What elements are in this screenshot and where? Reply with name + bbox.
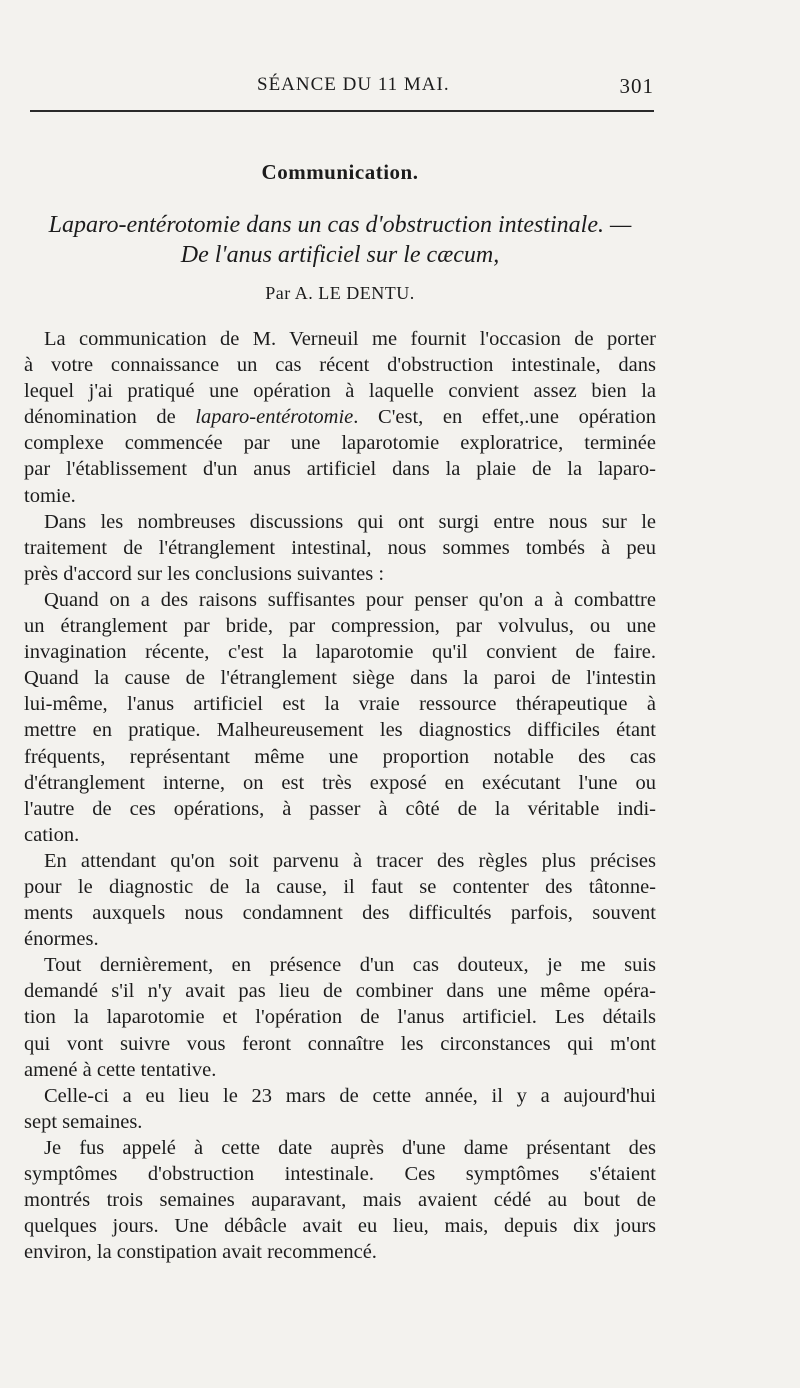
- text-line: fréquents, représentant même une proportion notable des cas: [24, 745, 656, 768]
- text-line: montrés trois semaines auparavant, mais avaient cédé au bout de: [24, 1189, 656, 1212]
- text-line: par l'établissement d'un anus artificiel dans la plaie de la laparo-: [24, 458, 656, 481]
- text-line: qui vont suivre vous feront connaître les circonstances qui m'ont: [24, 1032, 656, 1055]
- header-rule: [30, 110, 654, 112]
- paragraph: [24, 848, 656, 952]
- running-head-title: SÉANCE DU 11 MAI.: [257, 74, 450, 95]
- text-line: ments auxquels nous condamnent des difficultés parfois, souvent: [24, 902, 656, 925]
- text-line: tion la laparotomie et l'opération de l'anus artificiel. Les détails: [24, 1006, 656, 1029]
- article-title: [24, 210, 656, 270]
- article-title-line-1: Laparo-entérotomie dans un cas d'obstruction intestinale. —: [48, 212, 632, 238]
- text-run: dénomination de: [24, 406, 196, 429]
- text-line: Celle-ci a eu lieu le 23 mars de cette année, il y a aujourd'hui: [44, 1084, 656, 1107]
- article-title-line-2: De l'anus artificiel sur le cæcum,: [180, 242, 500, 268]
- text-line: tomie.: [24, 484, 76, 507]
- text-line: Quand on a des raisons suffisantes pour penser qu'on a à combattre: [44, 588, 656, 611]
- paragraph: [24, 1083, 656, 1135]
- text-line: environ, la constipation avait recommencé.: [24, 1241, 377, 1264]
- section-heading: Communication.: [261, 160, 419, 184]
- text-line: complexe commencée par une laparotomie exploratrice, terminée: [24, 432, 656, 455]
- text-line: En attendant qu'on soit parvenu à tracer des règles plus précises: [44, 849, 656, 872]
- text-line: demandé s'il n'y avait pas lieu de combiner dans une même opéra-: [24, 980, 656, 1003]
- text-line: l'autre de ces opérations, à passer à côté de la véritable indi-: [24, 797, 656, 820]
- text-line: Tout dernièrement, en présence d'un cas douteux, je me suis: [44, 954, 656, 977]
- text-line: Quand la cause de l'étranglement siège dans la paroi de l'intestin: [24, 667, 656, 690]
- text-line: mettre en pratique. Malheureusement les diagnostics difficiles étant: [24, 719, 656, 742]
- paragraph: [24, 509, 656, 587]
- text-line: quelques jours. Une débâcle avait eu lieu, mais, depuis dix jours: [24, 1215, 656, 1238]
- paragraph: [24, 326, 656, 509]
- article-author: Par A. LE DENTU.: [265, 283, 415, 303]
- text-line: [24, 404, 656, 430]
- text-line: énormes.: [24, 928, 99, 951]
- text-line: d'étranglement interne, on est très exposé en exécutant l'une ou: [24, 771, 656, 794]
- text-line: Dans les nombreuses discussions qui ont surgi entre nous sur le: [44, 510, 656, 533]
- paragraph: [24, 1135, 656, 1265]
- text-line: près d'accord sur les conclusions suivantes :: [24, 562, 385, 585]
- text-line: à votre connaissance un cas récent d'obstruction intestinale, dans: [24, 354, 656, 377]
- text-line: cation.: [24, 823, 80, 846]
- italic-term: laparo-entérotomie: [195, 406, 354, 429]
- text-line: un étranglement par bride, par compression, par volvulus, ou une: [24, 615, 656, 638]
- body-text: [24, 326, 656, 1265]
- text-line: sept semaines.: [24, 1110, 143, 1133]
- text-line: pour le diagnostic de la cause, il faut se contenter des tâtonne-: [24, 875, 656, 898]
- text-line: Je fus appelé à cette date auprès d'une dame présentant des: [44, 1136, 656, 1159]
- text-line: lui-même, l'anus artificiel est la vraie ressource thérapeutique à: [24, 693, 656, 716]
- text-line: symptômes d'obstruction intestinale. Ces symptômes s'étaient: [24, 1163, 656, 1185]
- running-head: [24, 74, 654, 100]
- page-number: 301: [619, 74, 654, 98]
- text-line: La communication de M. Verneuil me fournit l'occasion de porter: [44, 328, 656, 350]
- text-line: invagination récente, c'est la laparotomie qu'il convient de faire.: [24, 641, 656, 664]
- text-run: . C'est, en effet,.une opération: [353, 406, 656, 429]
- paragraph: [24, 952, 656, 1082]
- text-line: amené à cette tentative.: [24, 1058, 217, 1081]
- paragraph: [24, 587, 656, 848]
- text-line: traitement de l'étranglement intestinal, nous sommes tombés à peu: [24, 536, 656, 559]
- text-line: lequel j'ai pratiqué une opération à laquelle convient assez bien la: [24, 380, 656, 403]
